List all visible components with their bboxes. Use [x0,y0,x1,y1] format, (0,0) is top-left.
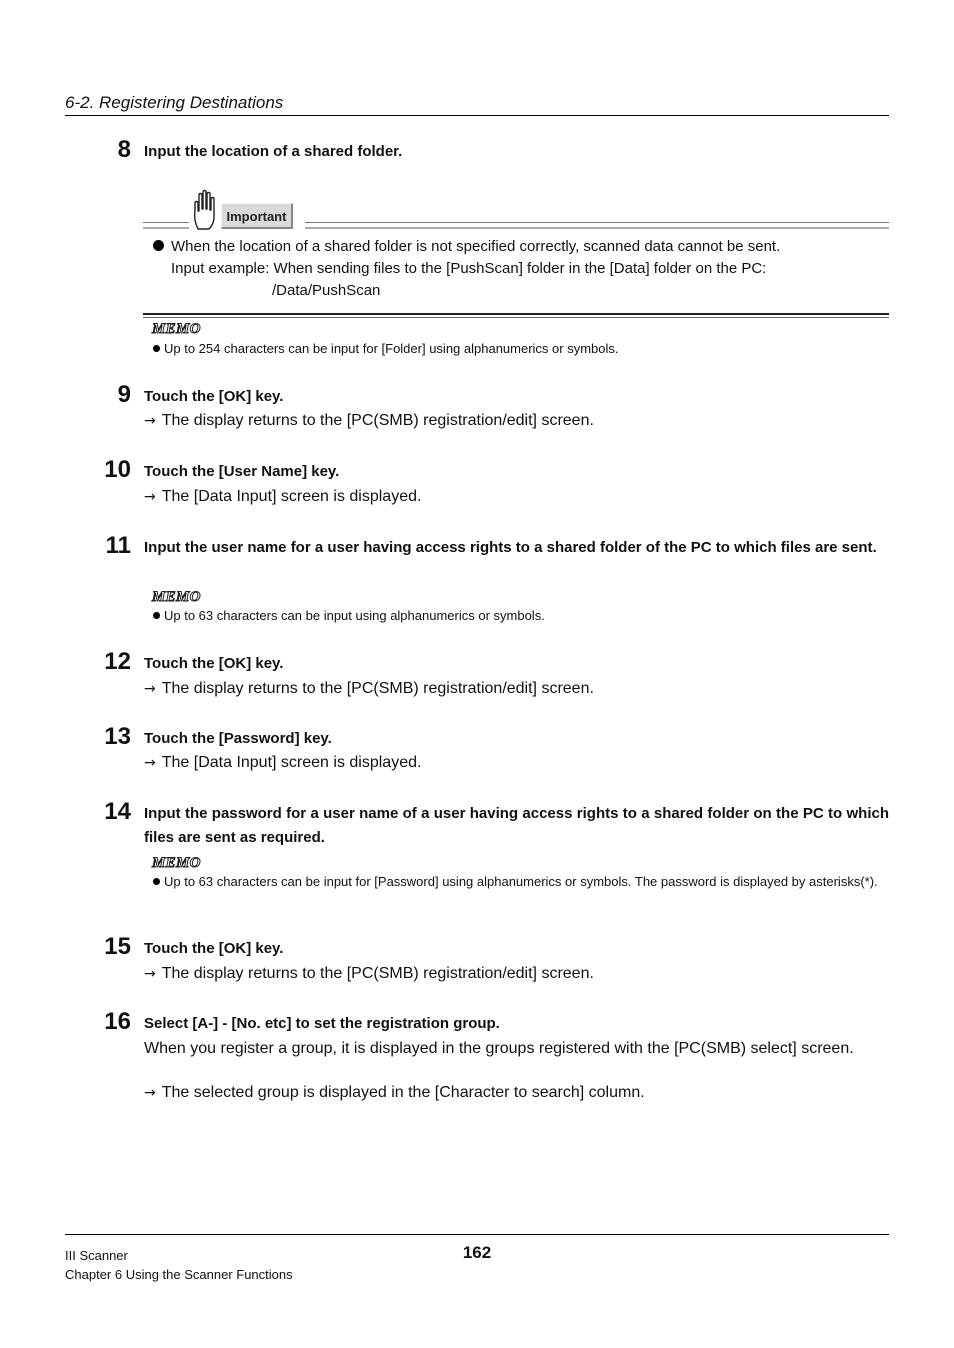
step-result-10: → The [Data Input] screen is displayed. [144,488,422,505]
bullet-dot [153,878,160,885]
important-line-2: Input example: When sending files to the [PushScan] folder in the [Data] folder on the PC: [171,260,767,277]
arrow-right-icon: → [144,489,156,505]
step-number-15: 15 [104,933,131,960]
bullet-dot [153,612,160,619]
step-title-14: Input the password for a user name of a user having access rights to a shared folder on the PC to which files are sent as required. [144,805,889,846]
footer-divider [65,1234,889,1235]
arrow-right-icon: → [144,413,156,429]
step-result-13: → The [Data Input] screen is displayed. [144,754,422,771]
header-divider [65,115,889,116]
step-title-11: Input the user name for a user having access rights to a shared folder of the PC to which files are sent. [144,539,877,556]
step-number-16: 16 [104,1008,131,1035]
important-rule-right-shadow [305,227,889,229]
step-number-10: 10 [104,456,131,483]
step-body-16: When you register a group, it is displayed in the groups registered with the [PC(SMB) select] screen. [144,1040,854,1057]
step-number-13: 13 [104,723,131,750]
page-number: 162 [462,1243,492,1262]
step-result-15: → The display returns to the [PC(SMB) registration/edit] screen. [144,965,594,982]
step-title-9: Touch the [OK] key. [144,388,284,405]
important-bottom-rule-thin [143,317,889,318]
step-title-15: Touch the [OK] key. [144,940,284,957]
important-line-3: /Data/PushScan [272,282,381,299]
step-title-16: Select [A-] - [No. etc] to set the registration group. [144,1015,500,1032]
hand-stop-icon [192,189,222,231]
step-number-12: 12 [104,648,131,675]
important-badge: Important [221,203,293,229]
memo-label-11: MEMO [152,589,201,605]
arrow-right-icon: → [144,681,156,697]
memo-text-8: Up to 254 characters can be input for [Folder] using alphanumerics or symbols. [153,340,889,358]
important-rule-left-shadow [143,227,189,229]
memo-text-11: Up to 63 characters can be input using alphanumerics or symbols. [153,607,889,625]
important-rule-left [143,222,189,223]
step-title-13: Touch the [Password] key. [144,730,332,747]
footer-part: III Scanner [65,1248,128,1263]
footer-chapter-title: Chapter 6 Using the Scanner Functions [65,1267,293,1282]
important-bottom-rule [143,313,889,315]
memo-text-14: Up to 63 characters can be input for [Password] using alphanumerics or symbols. The password is displayed by asterisks(*). [153,873,902,891]
memo-label-14: MEMO [152,855,201,871]
step-number-9: 9 [117,381,131,408]
step-number-11: 11 [105,532,131,559]
section-header: 6-2. Registering Destinations [65,93,284,112]
important-rule-right [305,222,889,223]
bullet-dot [153,240,164,251]
step-number-8: 8 [117,136,131,163]
step-number-14: 14 [104,798,131,825]
bullet-dot [153,345,160,352]
step-result-16: → The selected group is displayed in the [Character to search] column. [144,1084,645,1101]
arrow-right-icon: → [144,966,156,982]
step-title-12: Touch the [OK] key. [144,655,284,672]
important-note [153,236,889,302]
arrow-right-icon: → [144,755,156,771]
memo-label-8: MEMO [152,321,201,337]
step-title-8: Input the location of a shared folder. [144,143,403,160]
step-title-10: Touch the [User Name] key. [144,463,340,480]
step-result-12: → The display returns to the [PC(SMB) registration/edit] screen. [144,680,594,697]
arrow-right-icon: → [144,1085,156,1101]
step-result-9: → The display returns to the [PC(SMB) registration/edit] screen. [144,412,594,429]
important-line-1: When the location of a shared folder is not specified correctly, scanned data cannot be sent. [171,238,781,255]
